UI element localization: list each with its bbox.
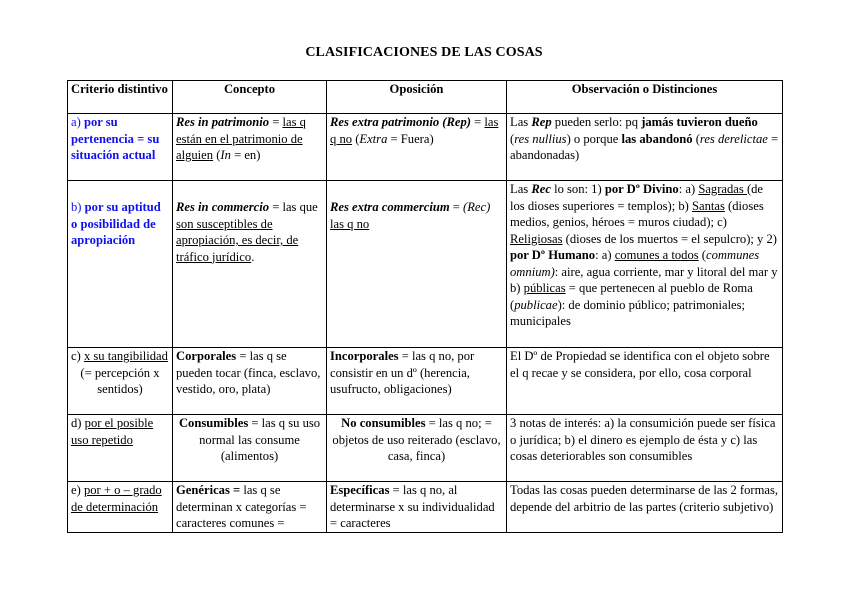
concepto-eq: = las que — [269, 200, 318, 214]
concepto-def: = las q su uso normal las consume (alimentos) — [199, 416, 321, 463]
criterio-text: por + o – grado de determinación — [71, 483, 162, 514]
oposicion-term: Res extra patrimonio (Rep) — [330, 115, 471, 129]
concepto-cell — [173, 482, 327, 533]
observacion-cell: El Dº de Propiedad se identifica con el objeto sobre el q recae y se considera, por ello, cosa corporal — [507, 348, 783, 415]
concepto-cell — [173, 348, 327, 415]
obs-text: ( — [692, 131, 700, 146]
table-row — [68, 181, 783, 348]
obs-italic: communes omnium) — [510, 248, 760, 279]
concepto-def: las q se determinan x categorías = caracteres comunes = — [176, 483, 307, 530]
oposicion-rec: (Rec) — [463, 200, 491, 214]
header-criterio: Criterio distintivo — [68, 81, 173, 114]
oposicion-extra-eq: = Fuera) — [387, 131, 434, 146]
observacion-cell — [507, 114, 783, 181]
oposicion-cell — [327, 348, 507, 415]
oposicion-eq: = — [470, 115, 485, 129]
criterio-letter: c) — [71, 349, 81, 363]
oposicion-cell — [327, 181, 507, 348]
concepto-paren: ( — [213, 148, 221, 162]
oposicion-term: No consumibles — [341, 416, 426, 430]
oposicion-paren: ( — [352, 131, 360, 146]
obs-text: ( — [698, 248, 706, 262]
obs-rec: Rec — [531, 182, 551, 196]
obs-underline: Santas — [692, 198, 725, 213]
concepto-def: son susceptibles de apropiación, es decir, de tráfico jurídico — [176, 216, 299, 264]
criterio-letter: d) — [71, 416, 82, 430]
oposicion-def: las q no — [330, 216, 370, 231]
observacion-cell — [507, 181, 783, 348]
obs-italic: publicae — [514, 297, 558, 312]
oposicion-def: = las q no, por consistir en un dº (herencia, usufructo, obligaciones) — [330, 349, 475, 396]
obs-bold: jamás tuvieron dueño — [641, 115, 758, 129]
criterio-letter: b) — [71, 200, 82, 214]
concepto-def: las q están en el patrimonio de alguien — [176, 115, 306, 162]
obs-underline: comunes a todos — [614, 248, 699, 262]
criterio-cell — [68, 415, 173, 482]
table-row — [68, 348, 783, 415]
concepto-term: Genéricas = — [176, 483, 241, 497]
obs-text: Las — [510, 115, 532, 129]
oposicion-term: Res extra commercium — [330, 200, 450, 214]
obs-text: : aire, agua corriente, mar y litoral del mar y b) — [510, 264, 778, 295]
obs-underline: públicas — [523, 281, 566, 295]
criterio-cell — [68, 181, 173, 348]
oposicion-extra-word: Extra — [359, 131, 388, 146]
obs-bold: por Dº Humano — [510, 248, 596, 262]
concepto-cell — [173, 415, 327, 482]
concepto-in-eq: = en) — [230, 148, 261, 162]
obs-underline: Religiosas — [510, 231, 563, 246]
criterio-text: por el posible uso repetido — [71, 416, 154, 447]
concepto-cell — [173, 114, 327, 181]
criterio-cell — [68, 348, 173, 415]
concepto-cell — [173, 181, 327, 348]
concepto-in-word: In — [220, 148, 231, 162]
obs-bold: las abandonó — [621, 131, 693, 146]
obs-text: : a) — [678, 182, 699, 196]
oposicion-cell — [327, 415, 507, 482]
obs-text: ( — [510, 131, 515, 146]
observacion-cell — [507, 482, 783, 533]
obs-bold: por Dº Divino — [604, 182, 679, 196]
obs-text: = que pertenecen al pueblo de Roma ( — [510, 281, 753, 312]
concepto-term: Res in patrimonio — [176, 115, 270, 129]
table-row — [68, 114, 783, 181]
obs-text: (dioses medios, genios, héroes = muros ciudad); c) — [510, 198, 764, 229]
observacion-text: Todas las cosas pueden determinarse de las 2 formas, depende del arbitrio de las partes (criterio subjetivo) — [510, 483, 779, 514]
criterio-sub: (= percepción x sentidos) — [80, 365, 160, 396]
concepto-term: Res in commercio — [176, 200, 270, 214]
oposicion-term: Específicas — [330, 483, 390, 497]
criterio-letter: a) — [71, 115, 81, 129]
observacion-cell: 3 notas de interés: a) la consumición puede ser física o jurídica; b) el dinero es ejemplo de ésta y c) las cosas deteriorables son consumibles — [507, 415, 783, 482]
obs-text: = abandonadas) — [510, 131, 779, 162]
criterio-text: por su aptitud o posibilidad de apropiación — [71, 200, 161, 247]
header-observacion: Observación o Distinciones — [507, 81, 783, 114]
table-row — [68, 415, 783, 482]
table-row — [68, 482, 783, 533]
criterio-text: por su pertenencia = su situación actual — [71, 115, 160, 162]
oposicion-term: Incorporales — [330, 349, 399, 363]
table-header-row — [68, 81, 783, 114]
obs-italic: res nullius — [514, 131, 567, 146]
obs-text: ): de dominio público; patrimoniales; municipales — [510, 297, 746, 328]
obs-italic: res derelictae — [699, 131, 768, 146]
obs-underline: Sagradas — [698, 182, 747, 196]
obs-text: (dioses de los muertos = el sepulcro); y 2) — [562, 231, 777, 246]
obs-text: (de los dioses superiores = templos); b) — [510, 182, 764, 213]
classification-table — [67, 80, 783, 533]
criterio-cell — [68, 482, 173, 533]
page-title: CLASIFICACIONES DE LAS COSAS — [305, 45, 543, 60]
oposicion-cell — [327, 482, 507, 533]
oposicion-def: las q no — [330, 115, 499, 146]
concepto-def: = las q se pueden tocar (finca, esclavo, vestido, oro, plata) — [176, 349, 321, 396]
header-oposicion: Oposición — [327, 81, 507, 114]
oposicion-def: = las q no; = objetos de uso reiterado (esclavo, casa, finca) — [332, 416, 501, 463]
obs-rep: Rep — [531, 115, 552, 129]
concepto-end: . — [251, 249, 255, 264]
oposicion-def: = las q no, al determinarse x su individualidad = caracteres — [330, 483, 495, 530]
criterio-letter: e) — [71, 483, 81, 497]
criterio-text: x su tangibilidad — [83, 349, 168, 363]
obs-text: ) o porque — [566, 131, 622, 146]
criterio-cell — [68, 114, 173, 181]
obs-text: pueden serlo: pq — [551, 115, 642, 129]
oposicion-cell — [327, 114, 507, 181]
concepto-term: Consumibles — [178, 416, 249, 430]
obs-text: : a) — [595, 248, 615, 262]
oposicion-eq: = — [449, 200, 464, 214]
header-concepto: Concepto — [173, 81, 327, 114]
obs-text: Las — [510, 182, 532, 196]
concepto-term: Corporales — [176, 349, 237, 363]
concepto-eq: = — [269, 115, 283, 129]
obs-text: lo son: 1) — [550, 182, 605, 196]
